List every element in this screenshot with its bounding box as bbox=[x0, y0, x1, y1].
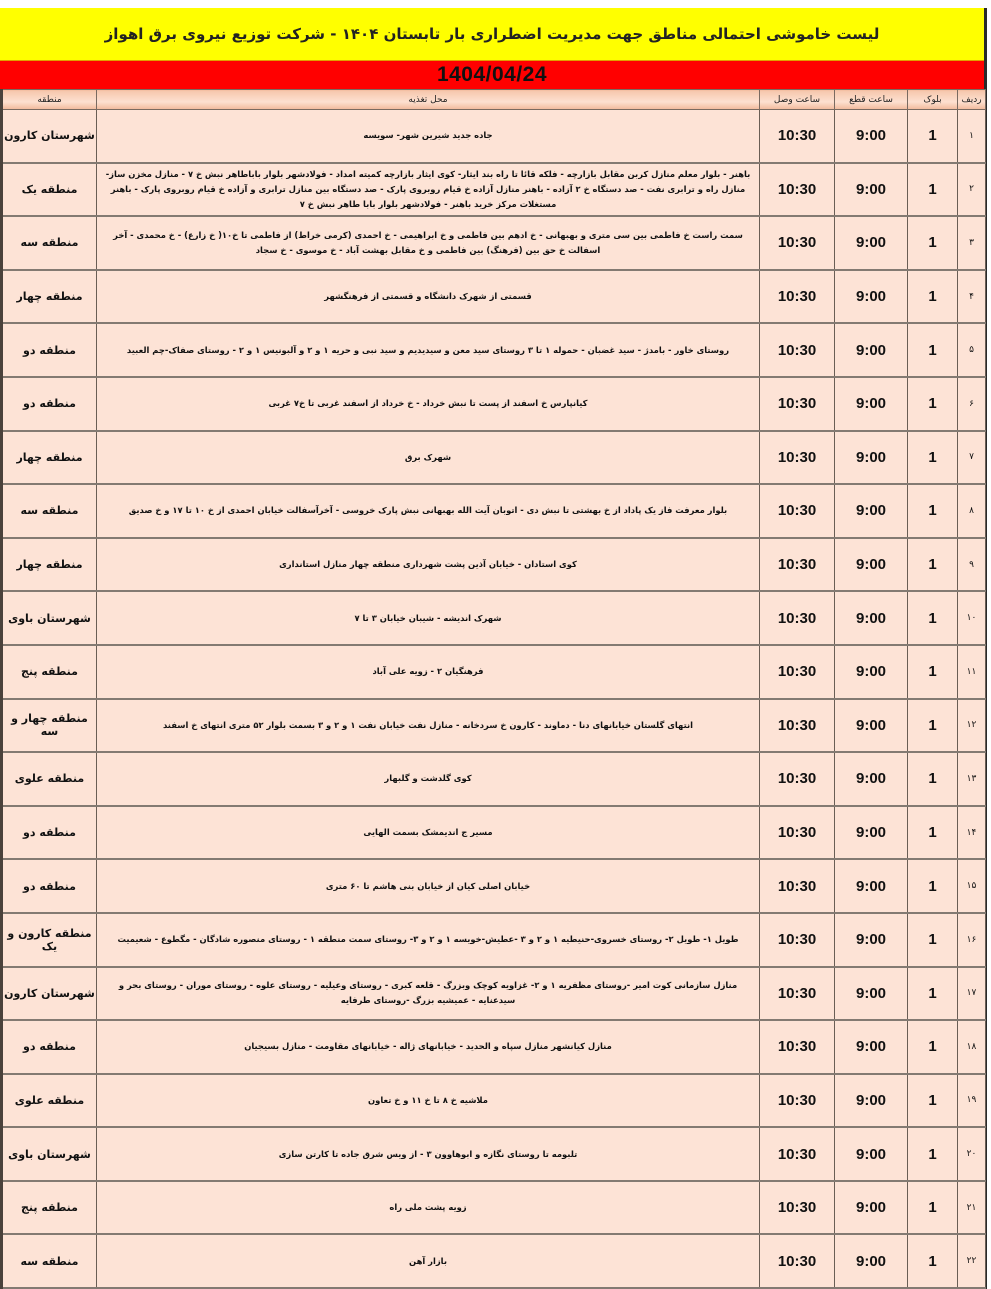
row-region: منطقه یک bbox=[2, 163, 97, 217]
row-reconnect-time: 10:30 bbox=[760, 1181, 835, 1235]
row-location: کیانپارس خ اسفند از پست تا نبش خرداد - خ خرداد از اسفند غربی تا خ۷ غربی bbox=[97, 377, 760, 431]
header-cut-time: ساعت قطع bbox=[835, 90, 908, 110]
row-region: منطقه سه bbox=[2, 484, 97, 538]
row-cut-time: 9:00 bbox=[835, 699, 908, 753]
row-index: ۲۱ bbox=[958, 1181, 986, 1235]
row-block: 1 bbox=[908, 967, 958, 1021]
row-block: 1 bbox=[908, 1020, 958, 1074]
row-region: منطقه کارون و یک bbox=[2, 913, 97, 967]
row-location: زویه پشت ملی راه bbox=[97, 1181, 760, 1235]
table-row bbox=[2, 270, 986, 324]
date-band bbox=[0, 61, 984, 89]
row-cut-time: 9:00 bbox=[835, 645, 908, 699]
row-block: 1 bbox=[908, 163, 958, 217]
row-block: 1 bbox=[908, 1074, 958, 1128]
row-location: منازل سازمانی کوت امیر -روستای مظفریه ۱ و ۲- غزاویه کوچک وبزرگ - قلعه کبری - روستای وعیلیه - روستای علوه - روستای موران - روستای بحر و سیدعنایه - عمیشیه بزرگ -روستای طرفایه bbox=[97, 967, 760, 1021]
row-reconnect-time: 10:30 bbox=[760, 645, 835, 699]
table-body bbox=[2, 110, 986, 1289]
row-cut-time: 9:00 bbox=[835, 110, 908, 163]
table-row bbox=[2, 323, 986, 377]
row-block: 1 bbox=[908, 538, 958, 592]
header-region: منطقه bbox=[2, 90, 97, 110]
row-cut-time: 9:00 bbox=[835, 163, 908, 217]
row-location: جاده جدید شیرین شهر- سویسه bbox=[97, 110, 760, 163]
row-reconnect-time: 10:30 bbox=[760, 538, 835, 592]
row-location: سمت راست خ فاطمی بین سی متری و بهبهانی - خ ادهم بین فاطمی و خ ابراهیمی - خ احمدی (کرمی خراط) از فاطمی تا خ۱۰( خ زارع) - خ محمدی - آخر اسفالت خ حق بین (فرهنگ) بین فاطمی و خ مقابل بهشت آباد - خ موسوی - خ سجاد bbox=[97, 216, 760, 270]
row-index: ۳ bbox=[958, 216, 986, 270]
row-location: طویل ۱- طویل ۲- روستای خسروی-حنیطیه ۱ و ۲ و ۳ -عطیش-خویسه ۱ و ۲ و ۳- روستای سمت منطقه ۱ - روستای منصوره شادگان - مگطوع - شعیمیت bbox=[97, 913, 760, 967]
row-region: منطقه پنج bbox=[2, 1181, 97, 1235]
row-cut-time: 9:00 bbox=[835, 752, 908, 806]
outage-table bbox=[0, 89, 986, 1289]
table-row bbox=[2, 806, 986, 860]
row-region: منطقه چهار bbox=[2, 270, 97, 324]
table-row bbox=[2, 1074, 986, 1128]
row-cut-time: 9:00 bbox=[835, 270, 908, 324]
row-reconnect-time: 10:30 bbox=[760, 1020, 835, 1074]
row-reconnect-time: 10:30 bbox=[760, 110, 835, 163]
row-index: ۶ bbox=[958, 377, 986, 431]
schedule-date: 1404/04/24 bbox=[436, 63, 548, 86]
row-reconnect-time: 10:30 bbox=[760, 484, 835, 538]
row-block: 1 bbox=[908, 377, 958, 431]
header-reconnect-time: ساعت وصل bbox=[760, 90, 835, 110]
row-region: شهرستان کارون bbox=[2, 967, 97, 1021]
table-row bbox=[2, 591, 986, 645]
row-reconnect-time: 10:30 bbox=[760, 1074, 835, 1128]
row-location: کوی استادان - خیابان آذین پشت شهرداری منطقه چهار منازل استانداری bbox=[97, 538, 760, 592]
row-cut-time: 9:00 bbox=[835, 967, 908, 1021]
row-location: انتهای گلستان خیابانهای دنا - دماوند - کارون خ سردخانه - منازل نفت خیابان نفت ۱ و ۲ و ۳ بسمت بلوار ۵۲ متری انتهای خ اسفند bbox=[97, 699, 760, 753]
row-reconnect-time: 10:30 bbox=[760, 1234, 835, 1288]
row-cut-time: 9:00 bbox=[835, 431, 908, 485]
row-region: منطقه دو bbox=[2, 1020, 97, 1074]
row-region: منطقه دو bbox=[2, 377, 97, 431]
header-index: ردیف bbox=[958, 90, 986, 110]
table-row bbox=[2, 110, 986, 163]
row-index: ۸ bbox=[958, 484, 986, 538]
row-index: ۴ bbox=[958, 270, 986, 324]
row-cut-time: 9:00 bbox=[835, 1234, 908, 1288]
row-index: ۱۵ bbox=[958, 859, 986, 913]
row-location: تلبومه تا روستای نگازه و ابوهاوون ۳ - از ویس شرق جاده تا کارتن سازی bbox=[97, 1127, 760, 1181]
row-index: ۱۴ bbox=[958, 806, 986, 860]
row-index: ۹ bbox=[958, 538, 986, 592]
row-reconnect-time: 10:30 bbox=[760, 377, 835, 431]
row-cut-time: 9:00 bbox=[835, 1020, 908, 1074]
row-region: منطقه چهار bbox=[2, 431, 97, 485]
row-cut-time: 9:00 bbox=[835, 1181, 908, 1235]
table-row bbox=[2, 859, 986, 913]
table-row bbox=[2, 377, 986, 431]
row-cut-time: 9:00 bbox=[835, 216, 908, 270]
table-row bbox=[2, 699, 986, 753]
row-block: 1 bbox=[908, 1127, 958, 1181]
row-reconnect-time: 10:30 bbox=[760, 967, 835, 1021]
row-index: ۱۷ bbox=[958, 967, 986, 1021]
row-reconnect-time: 10:30 bbox=[760, 270, 835, 324]
row-block: 1 bbox=[908, 699, 958, 753]
row-region: منطقه دو bbox=[2, 859, 97, 913]
row-region: منطقه چهار bbox=[2, 538, 97, 592]
row-location: بازار آهن bbox=[97, 1234, 760, 1288]
row-cut-time: 9:00 bbox=[835, 806, 908, 860]
row-location: مسیر ج اندیمشک بسمت الهایی bbox=[97, 806, 760, 860]
row-region: شهرستان باوی bbox=[2, 591, 97, 645]
header-block: بلوک bbox=[908, 90, 958, 110]
row-block: 1 bbox=[908, 110, 958, 163]
row-region: منطقه دو bbox=[2, 806, 97, 860]
table-row bbox=[2, 752, 986, 806]
row-location: منازل کیانشهر منازل سپاه و الحدید - خیابانهای ژاله - خیابانهای مقاومت - منازل بسیجیان bbox=[97, 1020, 760, 1074]
row-cut-time: 9:00 bbox=[835, 1127, 908, 1181]
row-reconnect-time: 10:30 bbox=[760, 323, 835, 377]
row-region: منطقه دو bbox=[2, 323, 97, 377]
row-block: 1 bbox=[908, 752, 958, 806]
row-cut-time: 9:00 bbox=[835, 913, 908, 967]
row-block: 1 bbox=[908, 806, 958, 860]
row-location: باهنر - بلوار معلم منازل کربن مقابل بازارچه - فلکه قائا تا راه بند ایثار- کوی ایثار بازارچه کمیته امداد - فولادشهر بلوار باباطاهر نبش خ ۷ - منازل مخزن ساز-منازل راه و ترابری نفت - صد دستگاه خ ۲ آزاده - باهنر منازل آزاده خ قیام روبروی پارک - صد دستگاه بین منازل ترابری و آزاده خ قیام روبروی پارک - باهنر مستغلات مرکز خرید باهنر - فولادشهر بلوار بابا طاهر نبش خ ۷ bbox=[97, 163, 760, 217]
row-location: خیابان اصلی کیان از خیابان بنی هاشم تا ۶۰ متری bbox=[97, 859, 760, 913]
table-row bbox=[2, 431, 986, 485]
row-region: منطقه چهار و سه bbox=[2, 699, 97, 753]
row-cut-time: 9:00 bbox=[835, 859, 908, 913]
row-reconnect-time: 10:30 bbox=[760, 752, 835, 806]
row-location: شهرک اندیشه - شیبان خیابان ۳ تا ۷ bbox=[97, 591, 760, 645]
page-title: لیست خاموشی احتمالی مناطق جهت مدیریت اضطراری بار تابستان ۱۴۰۴ - شرکت توزیع نیروی برق اهواز bbox=[104, 25, 880, 43]
table-row bbox=[2, 1234, 986, 1288]
table-row bbox=[2, 1127, 986, 1181]
row-block: 1 bbox=[908, 1181, 958, 1235]
header-location: محل تغذیه bbox=[97, 90, 760, 110]
table-row bbox=[2, 645, 986, 699]
row-block: 1 bbox=[908, 645, 958, 699]
row-index: ۱۸ bbox=[958, 1020, 986, 1074]
row-index: ۱۰ bbox=[958, 591, 986, 645]
row-location: قسمتی از شهرک دانشگاه و قسمتی از فرهنگشهر bbox=[97, 270, 760, 324]
row-index: ۱۶ bbox=[958, 913, 986, 967]
row-reconnect-time: 10:30 bbox=[760, 699, 835, 753]
row-index: ۱۲ bbox=[958, 699, 986, 753]
row-index: ۵ bbox=[958, 323, 986, 377]
table-row bbox=[2, 216, 986, 270]
table-row bbox=[2, 484, 986, 538]
row-reconnect-time: 10:30 bbox=[760, 913, 835, 967]
row-index: ۱۱ bbox=[958, 645, 986, 699]
row-block: 1 bbox=[908, 216, 958, 270]
row-location: کوی گلدشت و گلبهار bbox=[97, 752, 760, 806]
row-cut-time: 9:00 bbox=[835, 591, 908, 645]
row-region: منطقه سه bbox=[2, 1234, 97, 1288]
row-reconnect-time: 10:30 bbox=[760, 859, 835, 913]
row-region: شهرستان باوی bbox=[2, 1127, 97, 1181]
row-region: شهرستان کارون bbox=[2, 110, 97, 163]
table-row bbox=[2, 1020, 986, 1074]
row-region: منطقه پنج bbox=[2, 645, 97, 699]
title-banner bbox=[0, 8, 984, 61]
row-index: ۱۳ bbox=[958, 752, 986, 806]
row-block: 1 bbox=[908, 270, 958, 324]
row-location: روستای خاور - بامدژ - سید غضبان - حموله ۱ تا ۳ روستای سید معن و سیدیدیم و سید نبی و حریه ۱ و ۲ و آلبونیس ۱ و ۲ - روستای صفاک-چم العبید bbox=[97, 323, 760, 377]
row-reconnect-time: 10:30 bbox=[760, 1127, 835, 1181]
row-cut-time: 9:00 bbox=[835, 323, 908, 377]
outage-schedule-sheet bbox=[0, 8, 987, 1289]
row-region: منطقه سه bbox=[2, 216, 97, 270]
row-index: ۲۰ bbox=[958, 1127, 986, 1181]
table-row bbox=[2, 538, 986, 592]
row-block: 1 bbox=[908, 431, 958, 485]
row-block: 1 bbox=[908, 1234, 958, 1288]
table-header-row bbox=[2, 90, 986, 110]
row-block: 1 bbox=[908, 859, 958, 913]
row-reconnect-time: 10:30 bbox=[760, 216, 835, 270]
table-row bbox=[2, 967, 986, 1021]
row-block: 1 bbox=[908, 323, 958, 377]
row-cut-time: 9:00 bbox=[835, 484, 908, 538]
row-reconnect-time: 10:30 bbox=[760, 431, 835, 485]
row-region: منطقه علوی bbox=[2, 1074, 97, 1128]
row-location: ملاشیه خ ۸ تا خ ۱۱ و خ تعاون bbox=[97, 1074, 760, 1128]
row-index: ۲ bbox=[958, 163, 986, 217]
row-index: ۱۹ bbox=[958, 1074, 986, 1128]
table-row bbox=[2, 163, 986, 217]
row-block: 1 bbox=[908, 484, 958, 538]
row-reconnect-time: 10:30 bbox=[760, 806, 835, 860]
table-row bbox=[2, 913, 986, 967]
row-location: بلوار معرفت فاز یک پاداد از خ بهشتی تا نبش دی - اتوبان آیت الله بهبهانی نبش پارک خروسی - آخرآسفالت خیابان احمدی از خ ۱۰ تا ۱۷ و خ صدیق bbox=[97, 484, 760, 538]
row-cut-time: 9:00 bbox=[835, 1074, 908, 1128]
row-cut-time: 9:00 bbox=[835, 538, 908, 592]
row-index: ۲۲ bbox=[958, 1234, 986, 1288]
row-cut-time: 9:00 bbox=[835, 377, 908, 431]
row-reconnect-time: 10:30 bbox=[760, 163, 835, 217]
row-block: 1 bbox=[908, 913, 958, 967]
table-row bbox=[2, 1181, 986, 1235]
row-index: ۷ bbox=[958, 431, 986, 485]
row-block: 1 bbox=[908, 591, 958, 645]
row-index: ۱ bbox=[958, 110, 986, 163]
row-location: شهرک برق bbox=[97, 431, 760, 485]
row-reconnect-time: 10:30 bbox=[760, 591, 835, 645]
row-location: فرهنگیان ۲ - زویه علی آباد bbox=[97, 645, 760, 699]
row-region: منطقه علوی bbox=[2, 752, 97, 806]
